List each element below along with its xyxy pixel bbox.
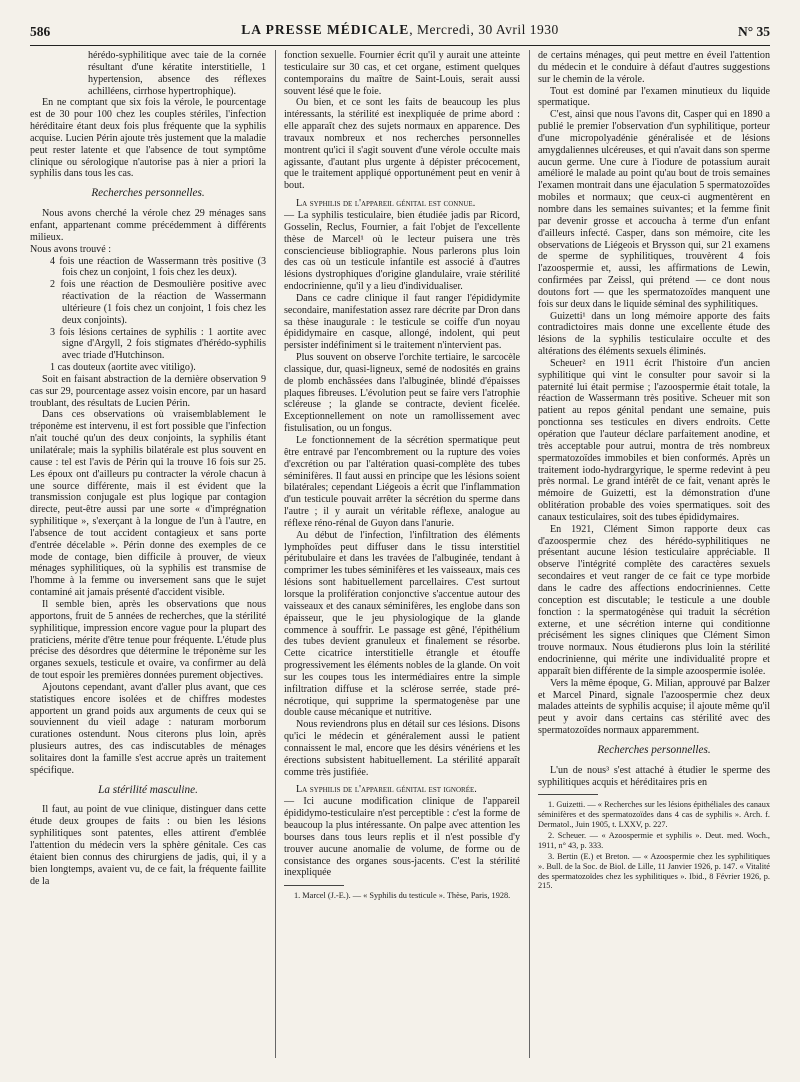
list-item: 3 fois lésions certaines de syphilis : 1 aortite avec signe d'Argyll, 2 fois stigmates d'hérédo-syphilis avec triade d'Hutchinson.	[50, 326, 266, 362]
paragraph: Il semble bien, après les observations que nous apportons, fruit de 5 années de recherches, que la stérilité syphilitique, impression encore vague pour la plupart des praticiens, mérite d'être tenue pour fréquente. L'étude plus précise des désordres que détermine le tréponème sur les organes sexuels, testicule et ovaire, va confirmer au delà de tout espoir les premières données purement objectives.	[30, 598, 266, 682]
subsection-heading: La syphilis de l'appareil génital est ignorée.	[296, 784, 477, 796]
section-heading: Recherches personnelles.	[597, 743, 711, 756]
paragraph: Nous avons cherché la vérole chez 29 ménages sans enfant, appartenant comme précédemment à différents milieux.	[30, 208, 266, 243]
journal-name: LA PRESSE MÉDICALE	[241, 22, 410, 37]
paragraph: de certains ménages, qui peut mettre en éveil l'attention du médecin et le conduire à défaut d'autres suggestions sur le chemin de la vérole.	[538, 50, 770, 85]
paragraph: Nous reviendrons plus en détail sur ces lésions. Disons qu'ici le médecin et généralement aussi le patient connaissent le mal, encore que les désirs vénériens et les érections subsistent habituellement. La stérilité apparaît comme très justifiée.	[284, 719, 520, 778]
list-item: 2 fois une réaction de Desmoulière positive avec réactivation de la réaction de Wassermann ultérieure (1 fois chez un conjoint, 1 fois chez les deux conjoints).	[50, 279, 266, 326]
issue-date: , Mercredi, 30 Avril 1930	[409, 22, 559, 37]
column-1	[30, 50, 266, 1072]
running-title	[30, 22, 770, 38]
paragraph: Tout est dominé par l'examen minutieux du liquide spermatique.	[538, 85, 770, 109]
paragraph: — La syphilis testiculaire, bien étudiée jadis par Ricord, Gosselin, Reclus, Fournier, a fait l'objet de l'excellente thèse de Marcel¹ où le lecteur puisera une très consciencieuse bibliographie. Nous parlerons plus loin des cas où un testicule infantile est associé à d'autres lésions dystrophiques d'origine glandulaire, vraie stérilité endocrinienne, qu'il y a lieu d'individualiser.	[284, 209, 520, 293]
paragraph: Il faut, au point de vue clinique, distinguer dans cette étude deux groupes de faits : ou bien les lésions syphilitiques sont patentes, elles attirent d'emblée l'attention du médecin vers la sphère génitale. Ces cas étaient bien connus des chirurgiens de jadis, qui, il y a bien longtemps, avaient vu, de ce fait, la fréquente faillite de la	[30, 804, 266, 887]
paragraph: L'un de nous³ s'est attaché à étudier le sperme des syphilitiques acquis et héréditaires pris en	[538, 764, 770, 788]
subsection-heading: La syphilis de l'appareil génital est connue.	[296, 198, 476, 210]
paragraph: Plus souvent on observe l'orchite tertiaire, le sarcocèle classique, dur, quasi-ligneux, semé de nodosités en grains de plomb enchâssées dans l'albuginée, blindé d'épaisses plaques fibreuses. L'évolution peut se faire vers l'atrophie scléreuse ; la glande se contracte, devient ficelée. Exceptionnellement on note un ramollissement avec fistulisation, ou un fongus.	[284, 352, 520, 435]
footnote: 1. Guizetti. — « Recherches sur les lésions épithéliales des canaux séminifères et des spermatozoïdes dans 4 cas de syphilis ». Arch. f. Dermatol., Juin 1905, t. LXXV, p. 227.	[538, 800, 770, 829]
paragraph: Ou bien, et ce sont les faits de beaucoup les plus intéressants, la stérilité est inexpliquée de prime abord : elle apparaît chez des sujets normaux en apparence. Des travaux nombreux et nos recherches personnelles montrent qu'ici il s'agit souvent d'une vérole occulte mais agissante, d'autant plus urgente à dépister précocement, que le traitement appliqué opportunément peut en venir à bout.	[284, 97, 520, 192]
list-item: 4 fois une réaction de Wassermann très positive (3 fois chez un conjoint, 1 fois chez les deux).	[50, 255, 266, 279]
paragraph: hérédo-syphilitique avec taie de la cornée résultant d'une kératite interstitielle, 1 hypertension, absence des réflexes achilléens, cirrhose hypertrophique).	[88, 50, 266, 97]
column-2	[284, 50, 520, 1072]
column-divider	[275, 50, 276, 1058]
paragraph: Scheuer² en 1911 écrit l'histoire d'un ancien syphilitique qui vint le consulter pour savoir si la paternité lui était permise ; l'azoospermie était totale, la réaction de Wassermann très positive. Scheuer mit son patient au repos génital pendant une semaine, puis ponctionna ses testicules en divers endroits. Cette opération que l'auteur déclare parfaitement anodine, et très acceptable pour autrui, montra de très nombreux spermatozoïdes immobiles et bien conformés. Après un traitement iodo-hydrargyrique, le sperme redevint à peu près normal. Le grand intérêt de ce fait, venant après le mémoire de Guizetti, est la démonstration d'une oblitération probable des voies spermatiques. soit des canaux testiculaires, soit des tubes épididymaires.	[538, 357, 770, 523]
header-rule	[30, 45, 770, 46]
issue-number: N° 35	[737, 24, 770, 39]
footnote-rule	[284, 885, 344, 886]
paragraph: C'est, ainsi que nous l'avons dit, Casper qui en 1890 a publié le premier l'observation d'un syphilitique, porteur d'une micropolyadénie généralisée et de lésions amygdaliennes ulcéreuses, et qui n'avait dans son sperme aucun germe. Une cure à l'iodure de potassium aurait amélioré le malade au point qu'au bout de trois semaines l'examen montrait dans une éjaculation 5 spermatozoïdes mobiles et normaux; que ceux-ci augmentèrent en nombre dans les semaines suivantes; et la femme finit par devenir grosse et accoucha à terme d'un enfant d'ailleurs infecté. Casper, dans son mémoire, cite les observations de Liégeois et Brysson qui, sur 21 examens de sperme de syphilitiques, trouvèrent 4 fois l'azoospermie et, aussi, les affirmations de Lewin, confirmées par Zeissl, qui prétend — ce dont nous doutons fort — que les spermatozoïdes manquent une fois sur deux dans le liquide séminal des syphilitiques.	[538, 109, 770, 310]
footnote: 1. Marcel (J.-E.). — « Syphilis du testicule ». Thèse, Paris, 1928.	[294, 891, 511, 901]
footnote: 3. Bertin (E.) et Breton. — « Azoospermie chez les syphilitiques ». Bull. de la Soc. de Biol. de Lille, 11 Janvier 1926, p. 147. « Vitalité des spermatozoïdes chez les syphilitiques ». Ibid., 8 Février 1926, p. 215.	[538, 852, 770, 891]
paragraph: Vers la même époque, G. Milian, approuvé par Balzer et Marcel Pinard, signale l'azoospermie chez deux malades atteints de syphilis acquise; il ajoute même qu'il peut y avoir dans certains cas stérilité avec des spermatozoïdes normaux apparemment.	[538, 677, 770, 737]
paragraph: Nous avons trouvé :	[30, 243, 112, 255]
paragraph: fonction sexuelle. Fournier écrit qu'il y aurait une atteinte testiculaire sur 30 cas, et cet organe, estiment quelques contemporains du maître de Saint-Louis, serait aussi souvent lésé que le foie.	[284, 50, 520, 97]
paragraph: — Ici aucune modification clinique de l'appareil épididymo-testiculaire n'est perceptible : c'est la forme de beaucoup la plus intéressante. On palpe avec attention les bourses dans tous leurs replis et il n'est possible d'y trouver aucune anomalie de volume, de forme ou de consistance des organes sous-jacents. C'est la stérilité inexpliquée	[284, 796, 520, 879]
paragraph: Guizetti¹ dans un long mémoire apporte des faits contradictoires mais donne une excellente étude des lésions de la syphilis testiculaire occulte et des altérations des éléments sexuels éliminés.	[538, 310, 770, 358]
column-3	[538, 50, 770, 1072]
section-heading: La stérilité masculine.	[98, 783, 198, 796]
column-divider	[529, 50, 530, 1058]
page-number: 586	[30, 24, 51, 39]
list-item: 1 cas douteux (aortite avec vitiligo).	[50, 362, 196, 374]
paragraph: Le fonctionnement de la sécrétion spermatique peut être entravé par l'encombrement ou la rupture des voies d'excrétion ou par l'altération quasi-complète des tubes séminifères. Il faut aussi en principe que les lésions soient bilatérales; cependant Liégeois a écrit que l'inflammation d'un testicule pouvait arrêter la sécrétion du sperme dans l'autre ; il y aurait un véritable réflexe, analogue au réflexe réno-rénal de Guyon dans l'anurie.	[284, 435, 520, 529]
section-heading: Recherches personnelles.	[91, 187, 205, 200]
footnote-rule	[538, 794, 598, 795]
paragraph: Dans ces observations où vraisemblablement le tréponème est intervenu, il est fort possible que l'infection n'ait touché qu'un des deux conjoints, la syphilis étant unilatérale; mais la syphilis bilatérale est plus souvent en cause : tel est l'avis de Périn qui la trouve 16 fois sur 25. Les époux ont d'ailleurs pu contracter la vérole chacun à une source différente, mais il est évident que la transmission conjugale est plus logique par contagion directe, peut-être aussi par une sorte « d'imprégnation syphilitique », s'exerçant à la longue de l'un à l'autre, en l'absence de tout accident contagieux et sans porte d'entrée décelable ». Périn donne des exemples de ce mode de contage, bien difficile à prouver, de vieux ménages syphilitiques, où la syphilis est transmise de l'homme à la femme ou inversement sans que le sujet contaminé ait jamais présenté d'accident visible.	[30, 409, 266, 599]
footnote: 2. Scheuer. — « Azoospermie et syphilis ». Deut. med. Woch., 1911, n° 43, p. 333.	[538, 831, 770, 850]
paragraph: En ne comptant que six fois la vérole, le pourcentage est de 30 pour 100 chez les couples stériles, l'infection héréditaire étant deux fois plus fréquente que la syphilis acquise. Lucien Périn ajoute très justement que la maladie peut rester latente et que l'absence de tout symptôme clinique ou sérologique n'autorise pas à nier a priori la syphilis dans tous les cas.	[30, 97, 266, 180]
paragraph: Ajoutons cependant, avant d'aller plus avant, que ces statistiques encore isolées et de chiffres modestes apportent un grand poids aux arguments de ceux qui se souviennent du vieil adage : naturam morborum curationes ostendunt. Nous citerons plus loin, après plusieurs autres, des cas indiscutables de ménages solitaires dont la famille s'est accrue après un traitement spécifique.	[30, 681, 266, 776]
paragraph: Au début de l'infection, l'infiltration des éléments lymphoïdes peut diffuser dans le tissu interstitiel péritubulaire et dans les travées de l'albuginée, tendant à comprimer les tubes séminifères et les vaisseaux, mais ces lésions sont habituellement parcellaires. C'est surtout lorsque la prolifération conjonctive s'accentue autour des vaisseaux et des canaux séminifères, les englobe dans son épaisseur, que le jeu physiologique de la glande commence à souffrir. Le passage est gêné, l'épithélium des tubes devient granuleux et finalement se résorbe. Cette cicatrice interstitielle étrangle et étouffe progressivement les éléments nobles de la glande. On voit sur les coupes tous les intermédiaires entre la simple infiltration diffuse et la sclérose serrée, stade pré-nécrotique, qui supprime la spermatogenèse par une double cause mécanique et nutritive.	[284, 529, 520, 719]
paragraph: Soit en faisant abstraction de la dernière observation 9 cas sur 29, pourcentage assez voisin encore, par un hasard troublant, des résultats de Lucien Périn.	[30, 373, 266, 409]
page-header	[30, 22, 770, 42]
paragraph: Dans ce cadre clinique il faut ranger l'épididymite secondaire, manifestation assez rare décrite par Dron dans sa thèse inaugurale : le testicule se coiffe d'un noyau épididymaire en casque, allongé, indolent, qui peut persister indéfiniment si le traitement n'intervient pas.	[284, 292, 520, 352]
paragraph: En 1921, Clément Simon rapporte deux cas d'azoospermie chez des hérédo-syphilitiques ne présentant aucune lésion testiculaire appréciable. Il observe l'intégrité complète des caractères sexuels secondaires et veut ranger de ce fait ce type morbide dans le cadre des affections endocriniennes. Cette conception est discutable; le testicule a une double fonction : la spermatogénèse qui traduit la sécrétion externe, et une sécrétion interne qui conditionne précisément les signes cliniques que Clément Simon trouve normaux. Nous étudierons plus loin la stérilité endocrinienne, qui mérite une individualité propre et apparaît bien différente de la simple azoospermie isolée.	[538, 523, 770, 677]
